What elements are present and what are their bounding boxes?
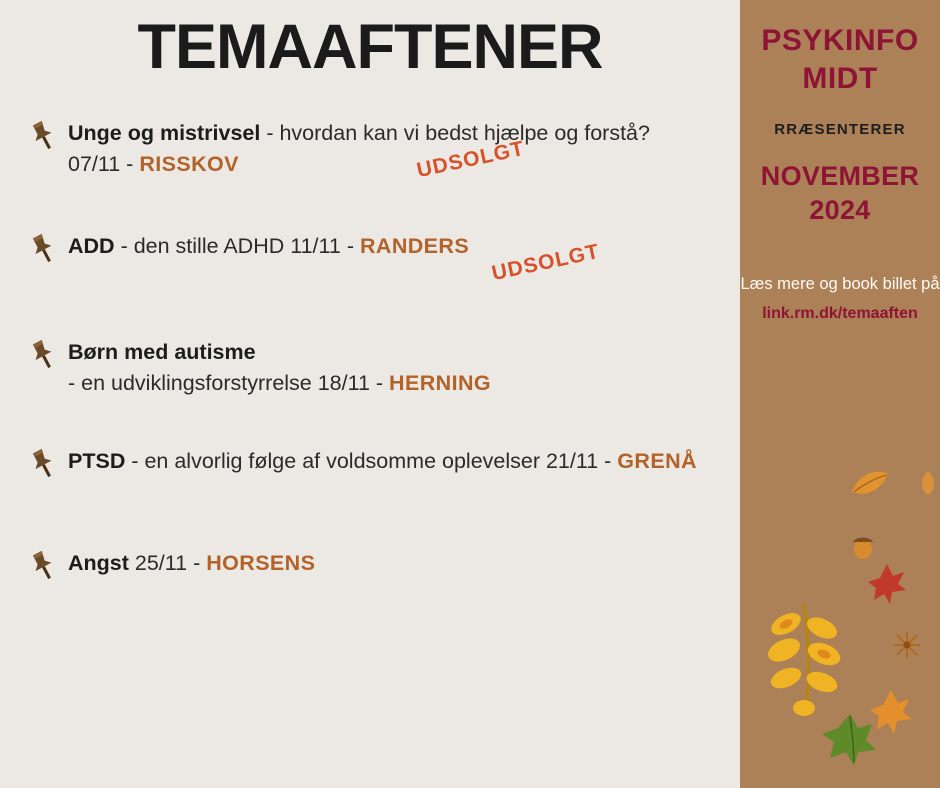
year-label: 2024 (809, 194, 871, 225)
list-item (26, 231, 740, 285)
list-item (26, 118, 740, 183)
poster-sidebar (740, 0, 940, 788)
rowan-leaf-icon (762, 600, 842, 725)
month-label: NOVEMBER (760, 161, 920, 191)
event-description: - en alvorlig følge af voldsomme oplevelser 21/11 - (125, 449, 618, 474)
pushpin-icon (26, 550, 60, 582)
leaf-icon (820, 712, 880, 773)
pushpin-icon (26, 233, 60, 265)
list-item-text (68, 446, 708, 477)
event-title: PTSD (68, 449, 126, 474)
status-badge: UDSOLGT (489, 240, 602, 286)
maple-leaf-icon (868, 688, 914, 741)
event-list (0, 118, 740, 602)
date-block (740, 160, 940, 228)
event-title: ADD (68, 234, 115, 259)
pushpin-icon (26, 120, 60, 152)
page-title: TEMAAFTENER (137, 12, 603, 82)
event-description: 25/11 - (128, 551, 207, 576)
event-title: Unge og mistrivsel (68, 121, 261, 146)
list-item-text (68, 548, 708, 579)
event-title: Børn med autisme (68, 340, 256, 365)
booking-text: Læs mere og book billet på (740, 274, 940, 293)
leaf-icon (848, 468, 892, 507)
status-badge: UDSOLGT (414, 137, 527, 183)
event-city: HERNING (389, 370, 491, 395)
booking-info (740, 272, 940, 327)
event-city: GRENÅ (617, 449, 697, 474)
event-city: RISSKOV (139, 151, 239, 176)
pushpin-icon (26, 448, 60, 480)
event-city: HORSENS (206, 551, 316, 576)
list-item-text (68, 231, 708, 262)
presents-label: RRÆSENTERER (774, 121, 906, 138)
list-item (26, 548, 740, 602)
booking-link[interactable]: link.rm.dk/temaaften (762, 305, 918, 323)
event-city: RANDERS (359, 234, 470, 259)
acorn-icon (848, 530, 878, 565)
event-description: - en udviklingsforstyrrelse 18/11 - (68, 370, 390, 395)
list-item-text (68, 337, 708, 398)
event-description: - den stille ADHD 11/11 - (114, 234, 360, 259)
leaf-icon (918, 470, 938, 501)
list-item (26, 337, 740, 398)
seed-icon (892, 630, 922, 665)
list-item-text (68, 118, 708, 179)
brand-line-1: PSYKINFO (761, 24, 919, 57)
maple-leaf-icon (866, 562, 908, 611)
pushpin-icon (26, 339, 60, 371)
event-title: Angst (68, 551, 129, 576)
brand-name (740, 0, 940, 97)
event-description: - hvordan kan vi bedst hjælpe og forstå? 07/11 - (68, 121, 650, 176)
list-item (26, 446, 740, 500)
brand-line-2: MIDT (802, 61, 878, 95)
